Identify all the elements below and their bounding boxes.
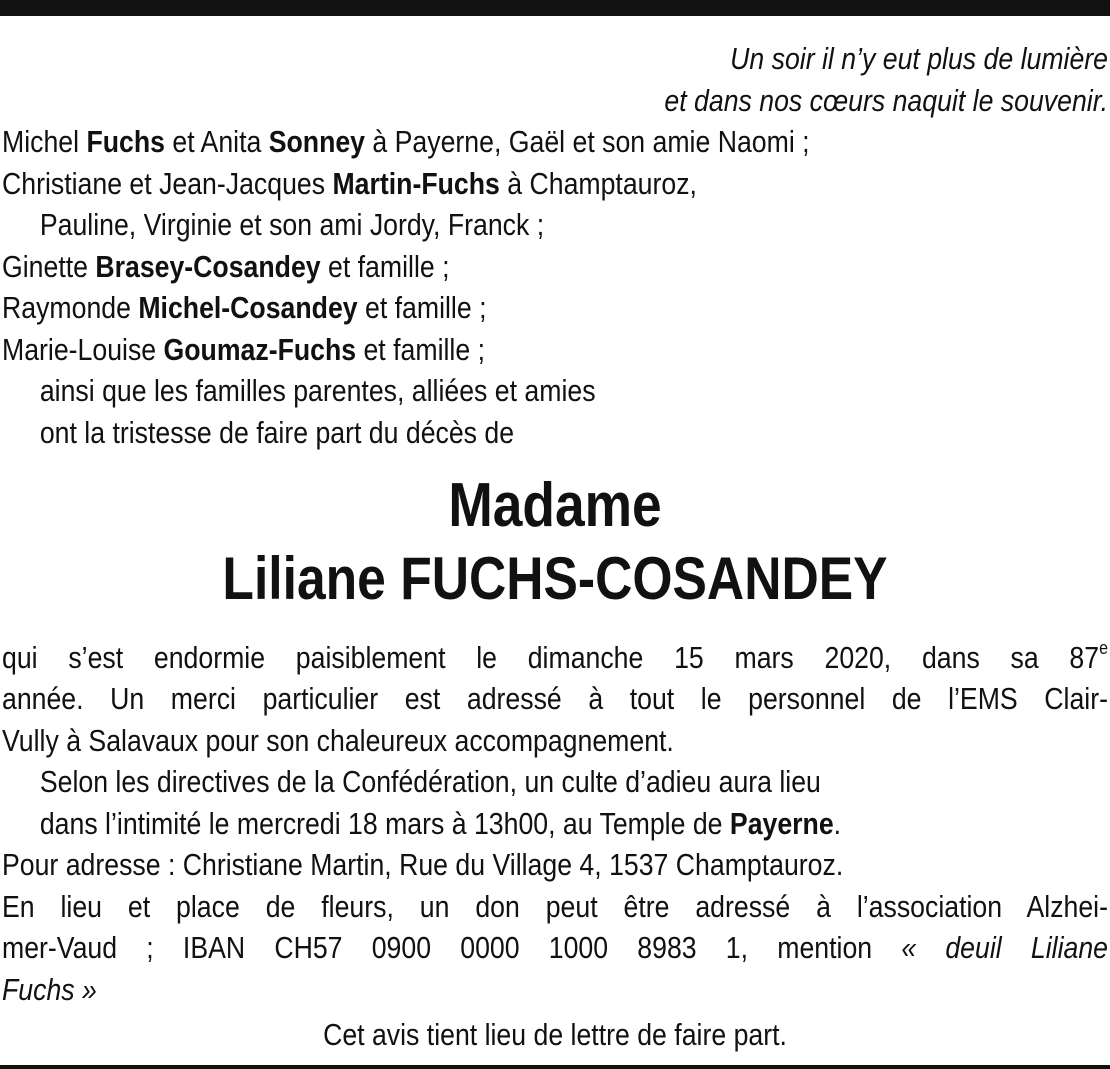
top-rule: [0, 0, 1110, 16]
body-line-2: année. Un merci particulier est adressé à tout le personnel de l’EMS Clair-: [2, 681, 1108, 717]
donation-line-2: mer-Vaud ; IBAN CH57 0900 0000 1000 8983 1, mention « deuil Liliane: [2, 930, 1108, 966]
address-line: Pour adresse : Christiane Martin, Rue du Village 4, 1537 Champtauroz.: [2, 847, 844, 883]
family-line-4: Ginette Brasey-Cosandey et famille ;: [2, 248, 450, 284]
ceremony-line-2: dans l’intimité le mercredi 18 mars à 13h00, au Temple de Payerne.: [39, 805, 842, 841]
epigraph-line-2: et dans nos cœurs naquit le souvenir.: [664, 82, 1108, 118]
deceased-name: Liliane FUCHS-COSANDEY: [222, 545, 888, 612]
ceremony-line-1: Selon les directives de la Confédération, un culte d’adieu aura lieu: [39, 764, 821, 800]
family-line-8: ont la tristesse de faire part du décès de: [39, 414, 515, 450]
obituary-notice: [2, 38, 1108, 1056]
bottom-rule: [0, 1065, 1110, 1069]
closing-line: Cet avis tient lieu de lettre de faire part.: [323, 1017, 787, 1053]
body-line-1: qui s’est endormie paisiblement le dimanche 15 mars 2020, dans sa 87e: [2, 637, 1108, 675]
family-line-1: Michel Fuchs et Anita Sonney à Payerne, Gaël et son amie Naomi ;: [2, 124, 810, 159]
family-line-5: Raymonde Michel-Cosandey et famille ;: [2, 290, 487, 325]
donation-line-3: Fuchs »: [2, 971, 97, 1007]
family-line-7: ainsi que les familles parentes, alliées et amies: [39, 373, 596, 408]
family-line-2: Christiane et Jean-Jacques Martin-Fuchs à Champtauroz,: [2, 165, 697, 201]
epigraph-line-1: Un soir il n’y eut plus de lumière: [730, 41, 1108, 76]
body-text: [2, 627, 1108, 1056]
family-line-6: Marie-Louise Goumaz-Fuchs et famille ;: [2, 331, 485, 367]
body-line-3: Vully à Salavaux pour son chaleureux accompagnement.: [2, 722, 674, 758]
deceased-name-block: [2, 471, 1108, 615]
deceased-title: Madame: [448, 471, 662, 540]
family-line-3: Pauline, Virginie et son ami Jordy, Franck ;: [39, 207, 545, 242]
donation-line-1: En lieu et place de fleurs, un don peut être adressé à l’association Alzhei-: [2, 888, 1108, 924]
